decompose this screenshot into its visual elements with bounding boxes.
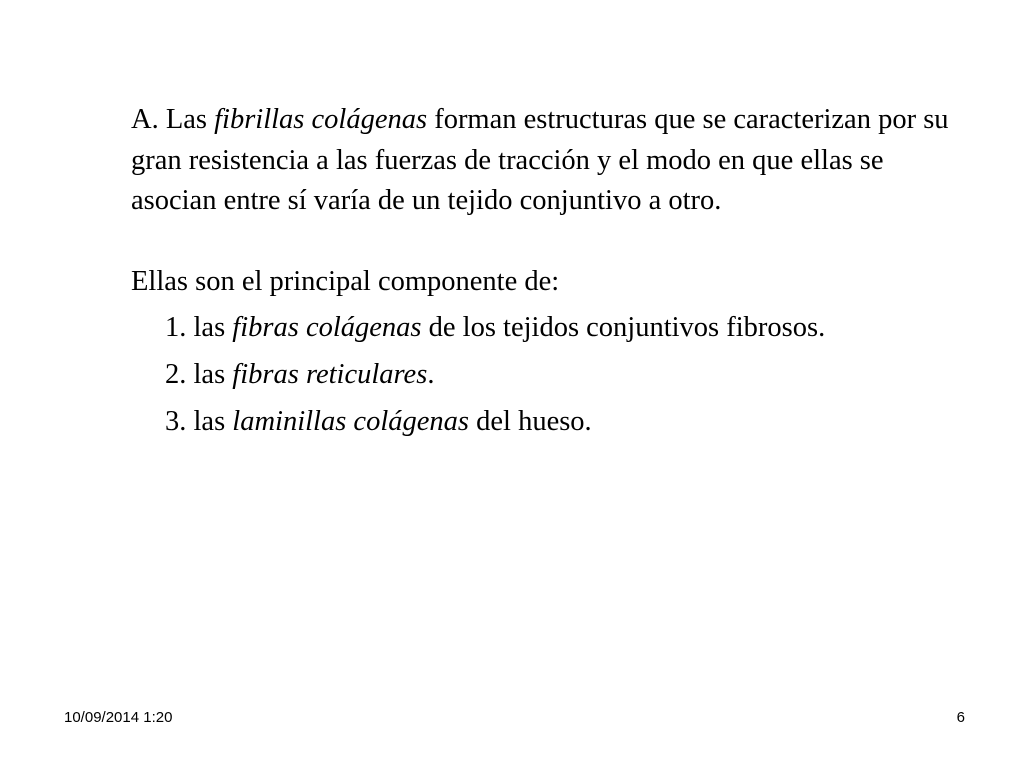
list-item-suffix: . xyxy=(427,359,435,390)
list-item-3 xyxy=(131,402,981,443)
list-item-prefix: 2. las xyxy=(165,359,233,390)
slide-body xyxy=(131,100,981,443)
list-item-emphasis: fibras colágenas xyxy=(232,312,422,343)
list-item-suffix: del hueso. xyxy=(469,406,592,437)
list-item-prefix: 3. las xyxy=(165,406,233,437)
footer-date: 10/09/2014 1:20 xyxy=(64,709,173,726)
list-item-emphasis: fibras reticulares xyxy=(232,359,428,390)
paragraph-a-rest: forman estructuras que se caracterizan por su gran resistencia a las fuerzas de tracción y el modo en que ellas se asocian entre sí varía de un tejido conjuntivo a otro. xyxy=(131,104,949,216)
list-item-emphasis: laminillas colágenas xyxy=(232,406,469,437)
list-item-1 xyxy=(131,308,981,349)
list-item-prefix: 1. las xyxy=(165,312,233,343)
footer-page-number: 6 xyxy=(956,709,965,726)
list-item-suffix: de los tejidos conjuntivos fibrosos. xyxy=(421,312,826,343)
paragraph-a-prefix: A. Las xyxy=(131,104,215,135)
list-item-2 xyxy=(131,355,981,396)
paragraph-a-emphasis: fibrillas colágenas xyxy=(214,104,428,135)
paragraph-a xyxy=(131,100,971,222)
intro-paragraph: Ellas son el principal componente de: xyxy=(131,265,560,297)
